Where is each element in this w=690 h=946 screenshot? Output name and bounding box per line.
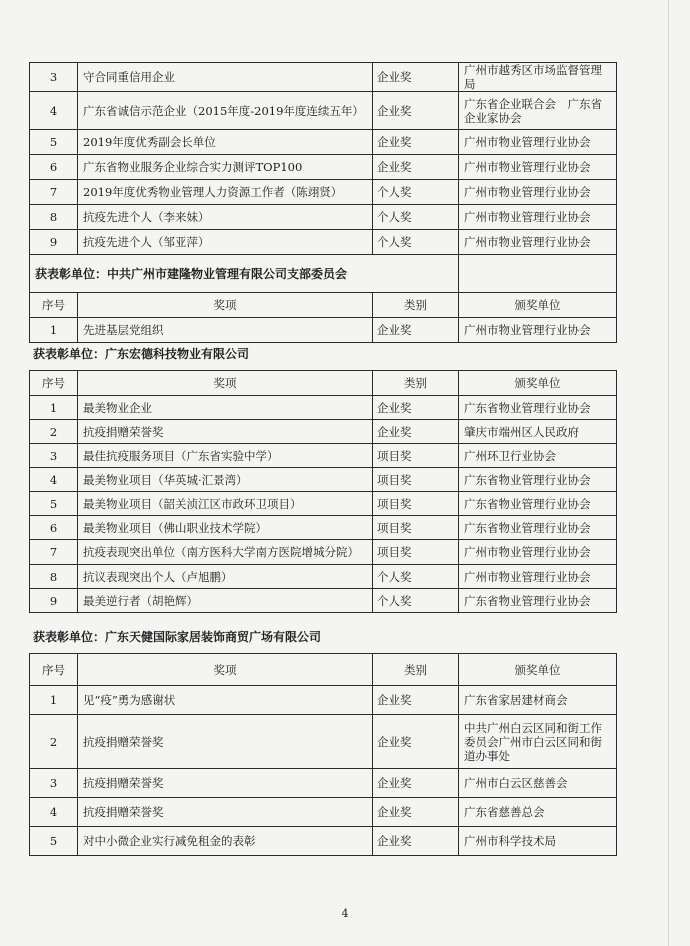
- award-issuer: 广州市物业管理行业协会: [459, 130, 617, 155]
- award-category: 项目奖: [373, 540, 459, 565]
- column-header-award: 奖项: [78, 293, 373, 318]
- row-number: 3: [30, 444, 78, 468]
- award-name: 对中小微企业实行减免租金的表彰: [78, 827, 373, 856]
- column-header-category: 类别: [373, 371, 459, 396]
- award-name: 最佳抗疫服务项目（广东省实验中学）: [78, 444, 373, 468]
- award-category: 项目奖: [373, 468, 459, 492]
- award-issuer: 广州市物业管理行业协会: [459, 565, 617, 589]
- row-number: 5: [30, 492, 78, 516]
- row-number: 1: [30, 318, 78, 343]
- row-number: 7: [30, 180, 78, 205]
- section-title: 获表彰单位：广东天健国际家居装饰商贸广场有限公司: [33, 630, 322, 644]
- table-header-row: [30, 371, 617, 396]
- award-category: 项目奖: [373, 516, 459, 540]
- award-name: 最美物业项目（华英城·汇景湾）: [78, 468, 373, 492]
- award-issuer: 广东省家居建材商会: [459, 686, 617, 715]
- row-number: 8: [30, 205, 78, 230]
- award-category: 企业奖: [373, 130, 459, 155]
- column-header-category: 类别: [373, 654, 459, 686]
- page-edge-line: [668, 0, 669, 946]
- section-title: 获表彰单位：中共广州市建隆物业管理有限公司支部委员会: [30, 255, 459, 293]
- awards-table-1: [29, 62, 617, 343]
- award-category: 个人奖: [373, 180, 459, 205]
- table-row: [30, 130, 617, 155]
- award-category: 企业奖: [373, 686, 459, 715]
- row-number: 5: [30, 827, 78, 856]
- column-header-number: 序号: [30, 371, 78, 396]
- table-row: [30, 827, 617, 856]
- award-name: 守合同重信用企业: [78, 63, 373, 92]
- row-number: 9: [30, 589, 78, 613]
- award-issuer: 广州市科学技术局: [459, 827, 617, 856]
- table-row: [30, 565, 617, 589]
- award-issuer: 广州市物业管理行业协会: [459, 230, 617, 255]
- row-number: 2: [30, 420, 78, 444]
- award-category: 个人奖: [373, 205, 459, 230]
- column-header-award: 奖项: [78, 654, 373, 686]
- awards-table-2: [29, 370, 617, 613]
- column-header-issuer: 颁奖单位: [459, 654, 617, 686]
- row-number: 4: [30, 92, 78, 130]
- award-issuer: 广东省慈善总会: [459, 798, 617, 827]
- row-number: 4: [30, 798, 78, 827]
- section-title-row: [30, 255, 617, 293]
- row-number: 1: [30, 686, 78, 715]
- column-header-issuer: 颁奖单位: [459, 293, 617, 318]
- award-category: 企业奖: [373, 63, 459, 92]
- award-category: 个人奖: [373, 589, 459, 613]
- table-row: [30, 420, 617, 444]
- table-row: [30, 686, 617, 715]
- award-name: 抗疫捐赠荣誉奖: [78, 715, 373, 769]
- award-name: 抗疫捐赠荣誉奖: [78, 798, 373, 827]
- awards-table-3: [29, 653, 617, 856]
- table-header-row: [30, 293, 617, 318]
- award-name: 2019年度优秀物业管理人力资源工作者（陈翊贤）: [78, 180, 373, 205]
- award-name: 先进基层党组织: [78, 318, 373, 343]
- table-row: [30, 468, 617, 492]
- column-header-issuer: 颁奖单位: [459, 371, 617, 396]
- row-number: 6: [30, 516, 78, 540]
- award-name: 广东省物业服务企业综合实力测评TOP100: [78, 155, 373, 180]
- row-number: 3: [30, 63, 78, 92]
- row-number: 3: [30, 769, 78, 798]
- row-number: 2: [30, 715, 78, 769]
- section-title: 获表彰单位：广东宏德科技物业有限公司: [33, 347, 250, 361]
- award-category: 项目奖: [373, 492, 459, 516]
- award-name: 最美物业企业: [78, 396, 373, 420]
- table-row: [30, 516, 617, 540]
- award-issuer: 广州市物业管理行业协会: [459, 540, 617, 565]
- award-issuer: 广州市物业管理行业协会: [459, 318, 617, 343]
- row-number: 1: [30, 396, 78, 420]
- award-issuer: 广州市白云区慈善会: [459, 769, 617, 798]
- row-number: 5: [30, 130, 78, 155]
- table-row: [30, 540, 617, 565]
- table-row: [30, 205, 617, 230]
- award-category: 企业奖: [373, 396, 459, 420]
- page-number: 4: [341, 907, 349, 920]
- award-category: 企业奖: [373, 798, 459, 827]
- table-row: [30, 798, 617, 827]
- award-category: 项目奖: [373, 444, 459, 468]
- award-category: 个人奖: [373, 565, 459, 589]
- table-row: [30, 318, 617, 343]
- award-issuer: 广州市物业管理行业协会: [459, 205, 617, 230]
- table-row: [30, 180, 617, 205]
- award-issuer: 广东省物业管理行业协会: [459, 589, 617, 613]
- table-row: [30, 155, 617, 180]
- award-name: 最美物业项目（韶关浈江区市政环卫项目）: [78, 492, 373, 516]
- award-name: 抗议表现突出个人（卢旭鹏）: [78, 565, 373, 589]
- award-category: 企业奖: [373, 715, 459, 769]
- award-name: 见“疫”勇为感谢状: [78, 686, 373, 715]
- award-issuer: 中共广州白云区同和街工作委员会广州市白云区同和街道办事处: [459, 715, 617, 769]
- award-issuer: 广东省物业管理行业协会: [459, 516, 617, 540]
- table-row: [30, 492, 617, 516]
- award-category: 企业奖: [373, 318, 459, 343]
- award-issuer: 广州市越秀区市场监督管理局: [459, 63, 617, 92]
- award-issuer: 广东省物业管理行业协会: [459, 396, 617, 420]
- award-issuer: 广州环卫行业协会: [459, 444, 617, 468]
- row-number: 8: [30, 565, 78, 589]
- award-name: 抗疫捐赠荣誉奖: [78, 420, 373, 444]
- award-name: 广东省诚信示范企业（2015年度-2019年度连续五年）: [78, 92, 373, 130]
- column-header-number: 序号: [30, 293, 78, 318]
- award-category: 企业奖: [373, 420, 459, 444]
- award-issuer: 广东省企业联合会 广东省企业家协会: [459, 92, 617, 130]
- table-row: [30, 444, 617, 468]
- award-name: 最美物业项目（佛山职业技术学院）: [78, 516, 373, 540]
- column-header-category: 类别: [373, 293, 459, 318]
- award-name: 抗疫捐赠荣誉奖: [78, 769, 373, 798]
- row-number: 9: [30, 230, 78, 255]
- table-row: [30, 230, 617, 255]
- award-name: 抗疫先进个人（李来妹）: [78, 205, 373, 230]
- award-category: 企业奖: [373, 92, 459, 130]
- award-issuer: 广州市物业管理行业协会: [459, 180, 617, 205]
- empty-cell: [459, 255, 617, 293]
- row-number: 7: [30, 540, 78, 565]
- award-name: 2019年度优秀副会长单位: [78, 130, 373, 155]
- award-issuer: 广东省物业管理行业协会: [459, 492, 617, 516]
- row-number: 4: [30, 468, 78, 492]
- column-header-award: 奖项: [78, 371, 373, 396]
- award-issuer: 广州市物业管理行业协会: [459, 155, 617, 180]
- table-row: [30, 92, 617, 130]
- table-row: [30, 589, 617, 613]
- table-row: [30, 769, 617, 798]
- award-category: 个人奖: [373, 230, 459, 255]
- award-issuer: 肇庆市端州区人民政府: [459, 420, 617, 444]
- table-header-row: [30, 654, 617, 686]
- table-row: [30, 63, 617, 92]
- row-number: 6: [30, 155, 78, 180]
- award-name: 抗疫先进个人（邹亚萍）: [78, 230, 373, 255]
- award-category: 企业奖: [373, 769, 459, 798]
- award-category: 企业奖: [373, 827, 459, 856]
- award-category: 企业奖: [373, 155, 459, 180]
- award-issuer: 广东省物业管理行业协会: [459, 468, 617, 492]
- award-name: 最美逆行者（胡艳辉）: [78, 589, 373, 613]
- table-row: [30, 396, 617, 420]
- award-name: 抗疫表现突出单位（南方医科大学南方医院增城分院）: [78, 540, 373, 565]
- table-row: [30, 715, 617, 769]
- column-header-number: 序号: [30, 654, 78, 686]
